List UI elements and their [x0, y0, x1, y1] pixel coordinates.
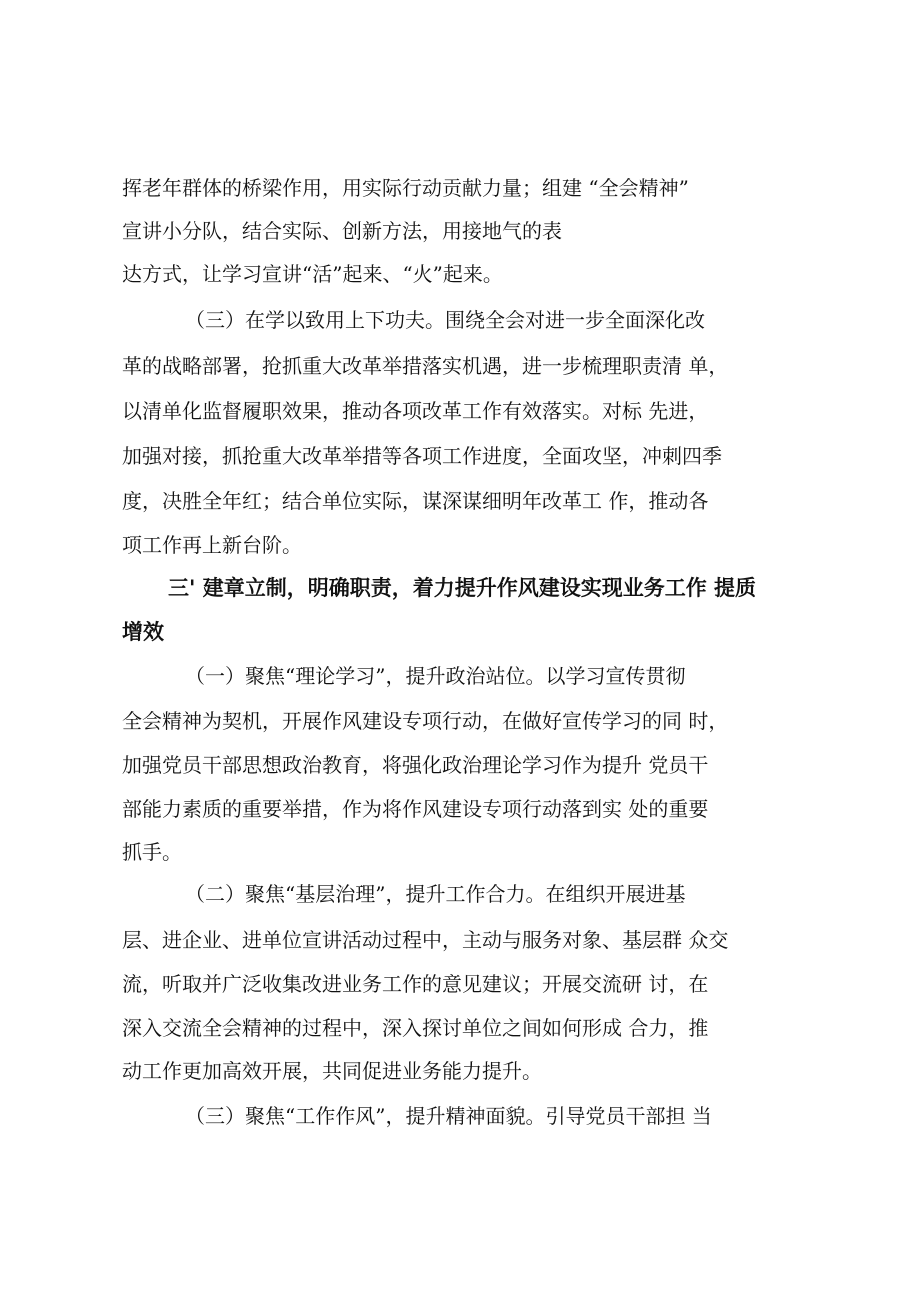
section-heading-line-2: 增效 [122, 620, 164, 644]
text-line-15: （二）聚焦“基层治理”，提升工作合力。在组织开展进基 [185, 882, 686, 906]
text-line-20: （三）聚焦“工作作风”，提升精神面貌。引导党员干部担 当 [185, 1104, 712, 1128]
text-line-11: 全会精神为契机，开展作风建设专项行动，在做好宣传学习的同 时， [122, 709, 729, 733]
text-line-17: 流，听取并广泛收集改进业务工作的意见建议；开展交流研 讨，在 [122, 972, 709, 996]
text-line-13: 部能力素质的重要举措，作为将作风建设专项行动落到实 处的重要 [122, 797, 709, 821]
text-line-10: （一）聚焦“理论学习”，提升政治站位。以学习宣传贯彻 [185, 664, 686, 688]
section-heading-line-1: 三' 建章立制，明确职责，着力提升作风建设实现业务工作 提质 [168, 576, 757, 600]
text-line-12: 加强党员干部思想政治教育，将强化政治理论学习作为提升 党员干 [122, 753, 709, 777]
text-line-8: 度，决胜全年红；结合单位实际，谋深谋细明年改革工 作，推动各 [122, 489, 709, 513]
text-line-4: （三）在学以致用上下功夫。围绕全会对进一步全面深化改 [185, 308, 705, 332]
text-line-18: 深入交流全会精神的过程中，深入探讨单位之间如何形成 合力，推 [122, 1016, 709, 1040]
text-line-6: 以清单化监督履职效果，推动各项改革工作有效落实。对标 先进， [122, 399, 709, 423]
text-line-1: 挥老年群体的桥梁作用，用实际行动贡献力量；组建 “全会精神” [122, 176, 689, 200]
text-line-9: 项工作再上新台阶。 [122, 533, 302, 557]
text-line-14: 抓手。 [122, 840, 182, 864]
text-line-2: 宣讲小分队，结合实际、创新方法，用接地气的表 [122, 219, 562, 243]
text-line-19: 动工作更加高效开展，共同促进业务能力提升。 [122, 1059, 542, 1083]
text-line-7: 加强对接，抓抢重大改革举措等各项工作进度，全面攻坚，冲刺四季 [122, 444, 722, 468]
text-line-5: 革的战略部署，抢抓重大改革举措落实机遇，进一步梳理职责清 单， [122, 354, 729, 378]
text-line-16: 层、进企业、进单位宣讲活动过程中，主动与服务对象、基层群 众交 [122, 928, 729, 952]
text-line-3: 达方式，让学习宣讲“活”起来、“火”起来。 [122, 262, 503, 286]
